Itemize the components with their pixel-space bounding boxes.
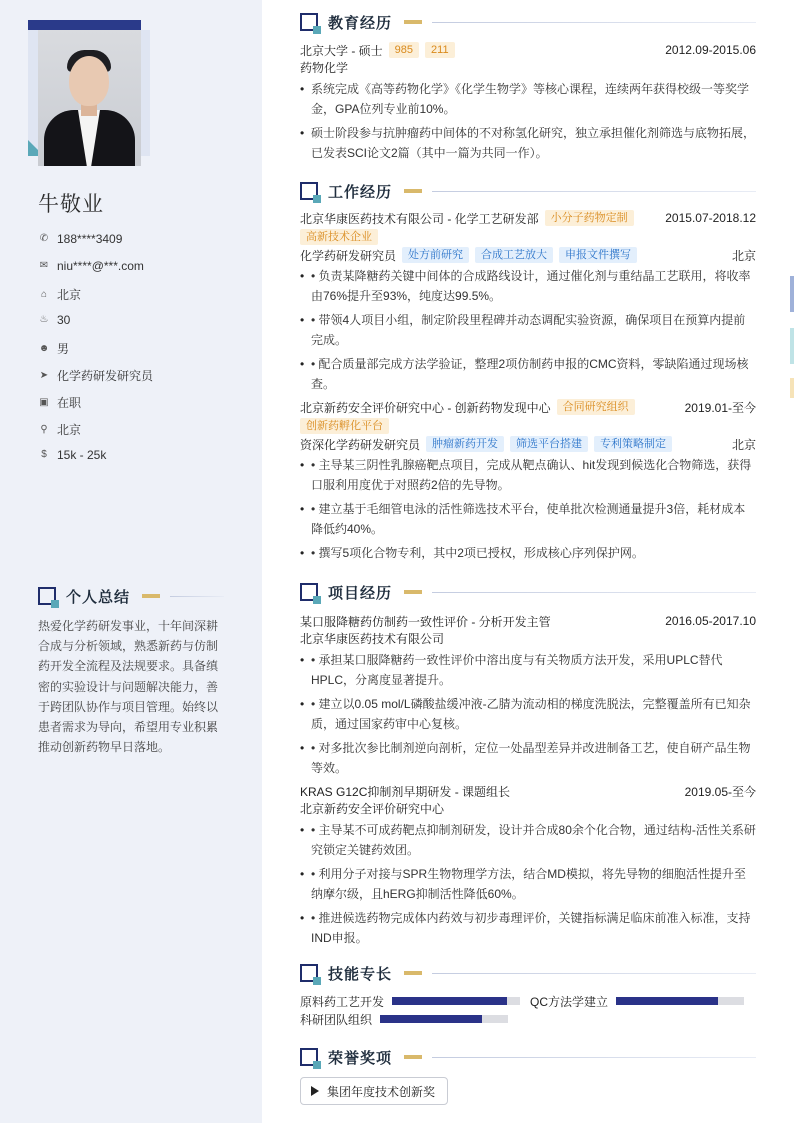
job-company-left bbox=[300, 210, 634, 227]
contact-info-item bbox=[38, 367, 238, 384]
avatar-photo bbox=[38, 30, 141, 166]
sidebar bbox=[0, 0, 262, 1123]
company-tag: 小分子药物定制 bbox=[545, 210, 634, 226]
section-square-icon bbox=[300, 13, 318, 31]
awards-header bbox=[300, 1047, 756, 1067]
skill-bar-track bbox=[392, 997, 520, 1005]
school-tag: 211 bbox=[425, 42, 455, 58]
job-role: 资深化学药研发研究员 bbox=[300, 437, 421, 452]
divider-line bbox=[432, 22, 756, 23]
contact-info-text: 男 bbox=[57, 342, 70, 356]
job-role-left bbox=[300, 247, 637, 264]
company-name: 北京华康医药技术有限公司 - 化学工艺研发部 bbox=[300, 211, 539, 226]
gold-accent bbox=[142, 594, 160, 598]
company-tag: 高新技术企业 bbox=[300, 229, 378, 245]
bullet-item bbox=[300, 738, 756, 778]
job-city: 北京 bbox=[731, 248, 756, 263]
gold-accent bbox=[404, 590, 422, 594]
role-tag: 筛选平台搭建 bbox=[510, 436, 588, 452]
role-tag: 合成工艺放大 bbox=[475, 247, 553, 263]
summary-text: 热爱化学药研发事业，十年间深耕合成与分析领域，熟悉新药与仿制药开发全流程及法规要求。具备缜密的实验设计与问题解决能力，善于跨团队协作与项目管理。始终以患者需求为导向，希望用专业积累推动创新药物早日落地。 bbox=[38, 619, 219, 755]
location-icon: ⚲ bbox=[40, 423, 48, 435]
education-title: 教育经历 bbox=[328, 14, 393, 32]
projects-title: 项目经历 bbox=[328, 584, 393, 602]
work-title: 工作经历 bbox=[328, 183, 393, 201]
project-org: 北京新药安全评价研究中心 bbox=[300, 802, 445, 816]
school-tag: 985 bbox=[389, 42, 419, 58]
bullet-dot: • bbox=[300, 313, 305, 327]
briefcase-icon: ▣ bbox=[39, 396, 49, 408]
bullet-dot: • bbox=[300, 82, 305, 96]
job-bullets bbox=[300, 455, 756, 563]
bullet-text: 系统完成《高等药物化学》《化学生物学》等核心课程，连续两年获得校级一等奖学金，GPA位列专业前10%。 bbox=[311, 82, 750, 116]
bullet-dot: • bbox=[300, 357, 305, 371]
education-section bbox=[300, 12, 756, 167]
job-company-row bbox=[300, 398, 756, 416]
divider-line bbox=[432, 592, 756, 593]
job-role-row bbox=[300, 435, 756, 453]
work-section bbox=[300, 181, 756, 567]
contact-info-item bbox=[38, 313, 238, 327]
bullet-item bbox=[300, 123, 756, 163]
bullet-text: • 负责某降糖药关键中间体的合成路线设计，通过催化剂与重结晶工艺联用，将收率由76%提升至93%，纯度达99.5%。 bbox=[311, 269, 751, 303]
gold-accent bbox=[404, 1055, 422, 1059]
skills-title: 技能专长 bbox=[328, 965, 393, 983]
skill-name: 科研团队组织 bbox=[300, 1012, 373, 1027]
job-period: 2015.07-2018.12 bbox=[665, 211, 756, 225]
contact-info-text: 188****3409 bbox=[57, 232, 123, 246]
skill-name: 原料药工艺开发 bbox=[300, 994, 385, 1009]
company-tag: 合同研究组织 bbox=[557, 399, 635, 415]
bullet-item bbox=[300, 908, 756, 948]
job-entry bbox=[300, 209, 756, 394]
section-square-icon bbox=[38, 587, 56, 605]
education-bullets bbox=[300, 79, 756, 163]
bullet-dot: • bbox=[300, 458, 305, 472]
work-list bbox=[300, 209, 756, 563]
divider-line bbox=[432, 1057, 756, 1058]
bullet-dot: • bbox=[300, 823, 305, 837]
contact-info-text: niu****@***.com bbox=[57, 259, 144, 273]
skill-name: QC方法学建立 bbox=[530, 994, 609, 1009]
bullet-item bbox=[300, 455, 756, 495]
bullet-text: • 建立基于毛细管电泳的活性筛选技术平台，使单批次检测通量提升3倍，耗材成本降低约40%。 bbox=[311, 502, 746, 536]
divider-line bbox=[432, 191, 756, 192]
gold-accent bbox=[404, 189, 422, 193]
contact-info-item bbox=[38, 448, 238, 462]
contact-info-item bbox=[38, 286, 238, 303]
bullet-text: • 带领4人项目小组，制定阶段里程碑并动态调配实验资源，确保项目在预算内提前完成。 bbox=[311, 313, 746, 347]
side-tab-gold[interactable] bbox=[790, 378, 794, 398]
summary-header bbox=[38, 586, 224, 606]
skill-bar-track bbox=[616, 997, 744, 1005]
company-tag-row bbox=[300, 228, 756, 246]
project-bullets bbox=[300, 820, 756, 948]
job-role-left bbox=[300, 436, 672, 453]
job-bullets bbox=[300, 266, 756, 394]
section-square-icon bbox=[300, 964, 318, 982]
job-company-row bbox=[300, 209, 756, 227]
bullet-dot: • bbox=[300, 867, 305, 881]
skill-item bbox=[530, 993, 744, 1009]
education-major: 药物化学 bbox=[300, 61, 349, 75]
school-name: 北京大学 - 硕士 bbox=[300, 43, 383, 58]
contact-info-item bbox=[38, 421, 238, 438]
project-period: 2016.05-2017.10 bbox=[665, 614, 756, 628]
project-period: 2019.05-至今 bbox=[684, 784, 756, 799]
bullet-text: 硕士阶段参与抗肿瘤药中间体的不对称氢化研究，独立承担催化剂筛选与底物拓展，已发表SCI论文2篇（其中一篇为共同一作）。 bbox=[311, 126, 756, 160]
home-icon: ⌂ bbox=[40, 288, 48, 300]
work-header bbox=[300, 181, 756, 201]
education-row bbox=[300, 41, 756, 59]
project-bullets bbox=[300, 650, 756, 778]
bullet-text: • 利用分子对接与SPR生物物理学方法，结合MD模拟，将先导物的细胞活性提升至纳摩尔级，且hERG抑制活性降低60%。 bbox=[311, 867, 746, 901]
summary-title: 个人总结 bbox=[66, 588, 131, 606]
job-role: 化学药研发研究员 bbox=[300, 248, 397, 263]
job-city: 北京 bbox=[731, 437, 756, 452]
side-tab-teal[interactable] bbox=[790, 328, 794, 364]
bullet-dot: • bbox=[300, 546, 305, 560]
bullet-dot: • bbox=[300, 911, 305, 925]
gold-accent bbox=[404, 971, 422, 975]
send-icon: ➤ bbox=[39, 369, 49, 381]
phone-icon: ✆ bbox=[39, 233, 49, 244]
bullet-item bbox=[300, 864, 756, 904]
contact-info-text: 北京 bbox=[57, 423, 82, 437]
contact-info-text: 15k - 25k bbox=[57, 448, 107, 462]
role-tag: 处方前研究 bbox=[402, 247, 469, 263]
projects-section bbox=[300, 582, 756, 952]
bullet-text: • 对多批次参比制剂逆向剖析，定位一处晶型差异并改进制备工艺，使自研产品生物等效。 bbox=[311, 741, 751, 775]
section-square-icon bbox=[300, 583, 318, 601]
bullet-item bbox=[300, 694, 756, 734]
contact-info-item bbox=[38, 232, 238, 246]
role-tag: 肿瘤新药开发 bbox=[426, 436, 504, 452]
section-square-icon bbox=[300, 1048, 318, 1066]
award-item[interactable] bbox=[300, 1077, 448, 1105]
company-tag: 创新药孵化平台 bbox=[300, 418, 389, 434]
project-row bbox=[300, 612, 756, 630]
skill-item bbox=[300, 1011, 508, 1027]
projects-list bbox=[300, 612, 756, 948]
bullet-dot: • bbox=[300, 697, 305, 711]
contact-info-text: 北京 bbox=[57, 288, 82, 302]
skill-bar-track bbox=[380, 1015, 508, 1023]
divider-line bbox=[432, 973, 756, 974]
job-company-left bbox=[300, 399, 635, 416]
role-tag: 申报文件撰写 bbox=[559, 247, 637, 263]
gold-accent bbox=[404, 20, 422, 24]
bullet-item bbox=[300, 79, 756, 119]
bullet-item bbox=[300, 354, 756, 394]
bullet-item bbox=[300, 543, 756, 563]
education-period: 2012.09-2015.06 bbox=[665, 43, 756, 57]
bullet-item bbox=[300, 820, 756, 860]
projects-header bbox=[300, 582, 756, 602]
bullet-item bbox=[300, 310, 756, 350]
contact-info-text: 30 bbox=[57, 313, 71, 327]
skills-section bbox=[300, 963, 756, 983]
bullet-dot: • bbox=[300, 502, 305, 516]
play-icon bbox=[311, 1086, 319, 1096]
skill-bar-fill bbox=[380, 1015, 482, 1023]
bullet-text: • 建立以0.05 mol/L磷酸盐缓冲液-乙腈为流动相的梯度洗脱法，完整覆盖所有已知杂质，通过国家药审中心复核。 bbox=[311, 697, 751, 731]
bullet-item bbox=[300, 499, 756, 539]
bullet-dot: • bbox=[300, 653, 305, 667]
bullet-text: • 配合质量部完成方法学验证，整理2项仿制药申报的CMC资料，零缺陷通过现场核查。 bbox=[311, 357, 749, 391]
project-name: KRAS G12C抑制剂早期研发 - 课题组长 bbox=[300, 784, 511, 799]
skill-bar-fill bbox=[392, 997, 507, 1005]
awards-section bbox=[300, 1047, 756, 1067]
contact-info-text: 在职 bbox=[57, 396, 82, 410]
job-period: 2019.01-至今 bbox=[684, 400, 756, 415]
skills-header bbox=[300, 963, 756, 983]
skill-bar-fill bbox=[616, 997, 718, 1005]
awards-title: 荣誉奖项 bbox=[328, 1049, 393, 1067]
salary-icon: $ bbox=[41, 449, 47, 460]
gender-icon: ☻ bbox=[38, 342, 50, 354]
bullet-text: • 主导某三阴性乳腺癌靶点项目，完成从靶点确认、hit发现到候选化合物筛选，获得口服利用度优于对照药2倍的先导物。 bbox=[311, 458, 752, 492]
mail-icon: ✉ bbox=[39, 260, 49, 271]
project-entry bbox=[300, 782, 756, 948]
contact-info-item bbox=[38, 259, 238, 273]
company-tag-row bbox=[300, 417, 756, 435]
project-name: 某口服降糖药仿制药一致性评价 - 分析开发主管 bbox=[300, 614, 551, 629]
bullet-dot: • bbox=[300, 126, 305, 140]
bullet-text: • 撰写5项化合物专利，其中2项已授权，形成核心序列保护网。 bbox=[311, 546, 644, 560]
section-square-icon bbox=[300, 182, 318, 200]
company-name: 北京新药安全评价研究中心 - 创新药物发现中心 bbox=[300, 400, 551, 415]
bullet-text: • 承担某口服降糖药一致性评价中溶出度与有关物质方法开发，采用UPLC替代HPLC，分离度显著提升。 bbox=[311, 653, 723, 687]
bullet-item bbox=[300, 650, 756, 690]
contact-info-item bbox=[38, 340, 238, 357]
candidate-name: 牛敬业 bbox=[38, 193, 104, 216]
contact-info-text: 化学药研发研究员 bbox=[57, 369, 154, 383]
role-tag: 专利策略制定 bbox=[594, 436, 672, 452]
bullet-dot: • bbox=[300, 269, 305, 283]
bullet-text: • 主导某不可成药靶点抑制剂研发，设计并合成80余个化合物，通过结构-活性关系研究锁定关键药效团。 bbox=[311, 823, 756, 857]
bullet-dot: • bbox=[300, 741, 305, 755]
project-row bbox=[300, 782, 756, 800]
divider-line bbox=[170, 596, 224, 597]
contact-info-item bbox=[38, 394, 238, 411]
job-entry bbox=[300, 398, 756, 563]
award-label: 集团年度技术创新奖 bbox=[327, 1084, 436, 1099]
education-header bbox=[300, 12, 756, 32]
skill-item bbox=[300, 993, 520, 1009]
cake-icon: ♨ bbox=[39, 314, 49, 325]
bullet-text: • 推进候选药物完成体内药效与初步毒理评价，关键指标满足临床前准入标准，支持IND申报。 bbox=[311, 911, 751, 945]
project-entry bbox=[300, 612, 756, 778]
side-tab-blue[interactable] bbox=[790, 276, 794, 312]
job-role-row bbox=[300, 246, 756, 264]
project-org: 北京华康医药技术有限公司 bbox=[300, 632, 445, 646]
bullet-item bbox=[300, 266, 756, 306]
